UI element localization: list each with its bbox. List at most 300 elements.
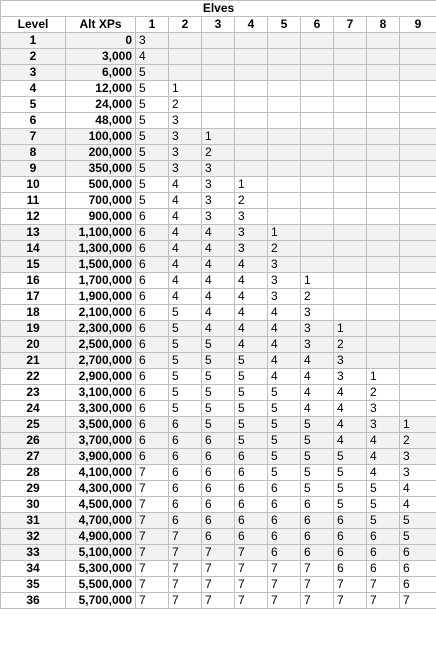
alt-xp-cell[interactable]: 700,000 bbox=[66, 193, 136, 209]
spell-slot-cell[interactable]: 5 bbox=[136, 129, 169, 145]
spell-slot-cell[interactable]: 7 bbox=[301, 577, 334, 593]
spell-slot-cell[interactable] bbox=[301, 177, 334, 193]
spell-slot-cell[interactable]: 7 bbox=[235, 561, 268, 577]
spell-slot-cell[interactable]: 3 bbox=[367, 417, 400, 433]
alt-xp-cell[interactable]: 0 bbox=[66, 33, 136, 49]
spell-slot-cell[interactable] bbox=[334, 129, 367, 145]
spell-slot-cell[interactable]: 3 bbox=[169, 113, 202, 129]
table-title[interactable]: Elves bbox=[1, 1, 436, 17]
spell-slot-cell[interactable]: 6 bbox=[334, 529, 367, 545]
level-cell[interactable]: 23 bbox=[1, 385, 66, 401]
spell-slot-cell[interactable]: 6 bbox=[136, 273, 169, 289]
spell-slot-cell[interactable]: 5 bbox=[301, 417, 334, 433]
spell-slot-cell[interactable]: 5 bbox=[301, 449, 334, 465]
spell-slot-cell[interactable]: 5 bbox=[235, 433, 268, 449]
spell-slot-cell[interactable]: 5 bbox=[169, 305, 202, 321]
spell-slot-cell[interactable]: 6 bbox=[367, 529, 400, 545]
alt-xp-cell[interactable]: 1,300,000 bbox=[66, 241, 136, 257]
spell-slot-cell[interactable]: 4 bbox=[169, 257, 202, 273]
spell-slot-cell[interactable] bbox=[202, 81, 235, 97]
spell-slot-cell[interactable] bbox=[367, 257, 400, 273]
spell-slot-cell[interactable]: 6 bbox=[334, 545, 367, 561]
spell-slot-cell[interactable]: 7 bbox=[301, 561, 334, 577]
alt-xp-cell[interactable]: 4,300,000 bbox=[66, 481, 136, 497]
spell-slot-cell[interactable] bbox=[301, 97, 334, 113]
spell-slot-cell[interactable] bbox=[400, 321, 436, 337]
spell-slot-cell[interactable] bbox=[334, 225, 367, 241]
spell-slot-cell[interactable] bbox=[334, 81, 367, 97]
spell-slot-cell[interactable] bbox=[367, 337, 400, 353]
spell-slot-cell[interactable]: 5 bbox=[235, 417, 268, 433]
spell-slot-cell[interactable] bbox=[400, 289, 436, 305]
spell-slot-cell[interactable] bbox=[169, 49, 202, 65]
alt-xp-cell[interactable]: 5,700,000 bbox=[66, 593, 136, 609]
spell-slot-cell[interactable]: 3 bbox=[400, 465, 436, 481]
spell-slot-cell[interactable]: 6 bbox=[301, 513, 334, 529]
spell-slot-cell[interactable]: 7 bbox=[367, 593, 400, 609]
level-cell[interactable]: 18 bbox=[1, 305, 66, 321]
spell-slot-cell[interactable]: 4 bbox=[268, 369, 301, 385]
spell-slot-cell[interactable]: 4 bbox=[367, 465, 400, 481]
spell-slot-cell[interactable] bbox=[301, 209, 334, 225]
spell-slot-cell[interactable] bbox=[301, 129, 334, 145]
spell-slot-cell[interactable]: 3 bbox=[235, 209, 268, 225]
spell-slot-cell[interactable]: 5 bbox=[202, 417, 235, 433]
spell-slot-cell[interactable]: 7 bbox=[136, 561, 169, 577]
alt-xp-cell[interactable]: 2,500,000 bbox=[66, 337, 136, 353]
spell-slot-cell[interactable]: 6 bbox=[400, 561, 436, 577]
spell-slot-cell[interactable] bbox=[235, 49, 268, 65]
spell-slot-cell[interactable] bbox=[334, 289, 367, 305]
spell-slot-cell[interactable]: 5 bbox=[235, 353, 268, 369]
spell-slot-cell[interactable] bbox=[400, 257, 436, 273]
spell-slot-cell[interactable] bbox=[268, 145, 301, 161]
spell-slot-cell[interactable]: 5 bbox=[169, 369, 202, 385]
spell-slot-cell[interactable]: 6 bbox=[136, 353, 169, 369]
spell-slot-cell[interactable] bbox=[400, 273, 436, 289]
level-cell[interactable]: 20 bbox=[1, 337, 66, 353]
level-cell[interactable]: 15 bbox=[1, 257, 66, 273]
level-cell[interactable]: 24 bbox=[1, 401, 66, 417]
spell-slot-cell[interactable]: 7 bbox=[202, 561, 235, 577]
spell-slot-cell[interactable]: 6 bbox=[235, 497, 268, 513]
header-spell-level-7[interactable]: 7 bbox=[334, 17, 367, 33]
spell-slot-cell[interactable]: 2 bbox=[367, 385, 400, 401]
header-spell-level-4[interactable]: 4 bbox=[235, 17, 268, 33]
spell-slot-cell[interactable] bbox=[367, 353, 400, 369]
spell-slot-cell[interactable]: 6 bbox=[202, 513, 235, 529]
spell-slot-cell[interactable]: 5 bbox=[202, 401, 235, 417]
alt-xp-cell[interactable]: 3,700,000 bbox=[66, 433, 136, 449]
spell-slot-cell[interactable]: 7 bbox=[136, 593, 169, 609]
spell-slot-cell[interactable]: 6 bbox=[169, 433, 202, 449]
spell-slot-cell[interactable]: 7 bbox=[301, 593, 334, 609]
level-cell[interactable]: 3 bbox=[1, 65, 66, 81]
spell-slot-cell[interactable]: 3 bbox=[235, 241, 268, 257]
spell-slot-cell[interactable]: 6 bbox=[202, 497, 235, 513]
spell-slot-cell[interactable]: 4 bbox=[136, 49, 169, 65]
spell-slot-cell[interactable]: 4 bbox=[202, 305, 235, 321]
spell-slot-cell[interactable] bbox=[400, 401, 436, 417]
spell-slot-cell[interactable]: 6 bbox=[136, 433, 169, 449]
alt-xp-cell[interactable]: 4,100,000 bbox=[66, 465, 136, 481]
level-cell[interactable]: 17 bbox=[1, 289, 66, 305]
spell-slot-cell[interactable]: 7 bbox=[334, 593, 367, 609]
spell-slot-cell[interactable] bbox=[235, 81, 268, 97]
spell-slot-cell[interactable] bbox=[301, 65, 334, 81]
spell-slot-cell[interactable] bbox=[400, 113, 436, 129]
spell-slot-cell[interactable]: 5 bbox=[235, 369, 268, 385]
spell-slot-cell[interactable]: 4 bbox=[334, 401, 367, 417]
spell-slot-cell[interactable] bbox=[334, 161, 367, 177]
spell-slot-cell[interactable]: 4 bbox=[202, 241, 235, 257]
spell-slot-cell[interactable]: 5 bbox=[136, 193, 169, 209]
spell-slot-cell[interactable] bbox=[334, 113, 367, 129]
alt-xp-cell[interactable]: 1,900,000 bbox=[66, 289, 136, 305]
spell-slot-cell[interactable]: 1 bbox=[268, 225, 301, 241]
spell-slot-cell[interactable]: 5 bbox=[301, 433, 334, 449]
alt-xp-cell[interactable]: 350,000 bbox=[66, 161, 136, 177]
spell-slot-cell[interactable]: 7 bbox=[136, 513, 169, 529]
spell-slot-cell[interactable]: 3 bbox=[169, 129, 202, 145]
spell-slot-cell[interactable] bbox=[202, 49, 235, 65]
spell-slot-cell[interactable]: 5 bbox=[202, 337, 235, 353]
level-cell[interactable]: 16 bbox=[1, 273, 66, 289]
alt-xp-cell[interactable]: 2,900,000 bbox=[66, 369, 136, 385]
spell-slot-cell[interactable]: 4 bbox=[268, 321, 301, 337]
spell-slot-cell[interactable] bbox=[367, 145, 400, 161]
spell-slot-cell[interactable]: 4 bbox=[334, 417, 367, 433]
spell-slot-cell[interactable] bbox=[301, 241, 334, 257]
spell-slot-cell[interactable] bbox=[367, 289, 400, 305]
alt-xp-cell[interactable]: 6,000 bbox=[66, 65, 136, 81]
spell-slot-cell[interactable] bbox=[301, 161, 334, 177]
spell-slot-cell[interactable] bbox=[367, 129, 400, 145]
alt-xp-cell[interactable]: 1,500,000 bbox=[66, 257, 136, 273]
spell-slot-cell[interactable]: 2 bbox=[235, 193, 268, 209]
spell-slot-cell[interactable] bbox=[400, 65, 436, 81]
spell-slot-cell[interactable]: 5 bbox=[334, 481, 367, 497]
spell-slot-cell[interactable]: 6 bbox=[169, 497, 202, 513]
spell-slot-cell[interactable]: 6 bbox=[136, 321, 169, 337]
spell-slot-cell[interactable] bbox=[367, 241, 400, 257]
spell-slot-cell[interactable]: 4 bbox=[301, 385, 334, 401]
spell-slot-cell[interactable]: 5 bbox=[169, 353, 202, 369]
spell-slot-cell[interactable]: 4 bbox=[400, 481, 436, 497]
spell-slot-cell[interactable]: 1 bbox=[169, 81, 202, 97]
spell-slot-cell[interactable] bbox=[367, 321, 400, 337]
spell-slot-cell[interactable]: 4 bbox=[334, 433, 367, 449]
header-spell-level-9[interactable]: 9 bbox=[400, 17, 436, 33]
alt-xp-cell[interactable]: 5,300,000 bbox=[66, 561, 136, 577]
level-cell[interactable]: 12 bbox=[1, 209, 66, 225]
level-cell[interactable]: 35 bbox=[1, 577, 66, 593]
spell-slot-cell[interactable] bbox=[400, 241, 436, 257]
spell-slot-cell[interactable]: 7 bbox=[169, 545, 202, 561]
spell-slot-cell[interactable]: 4 bbox=[202, 321, 235, 337]
alt-xp-cell[interactable]: 200,000 bbox=[66, 145, 136, 161]
spell-slot-cell[interactable] bbox=[235, 161, 268, 177]
spell-slot-cell[interactable]: 4 bbox=[235, 273, 268, 289]
spell-slot-cell[interactable] bbox=[268, 177, 301, 193]
spell-slot-cell[interactable]: 4 bbox=[202, 289, 235, 305]
spell-slot-cell[interactable]: 6 bbox=[301, 497, 334, 513]
level-cell[interactable]: 8 bbox=[1, 145, 66, 161]
alt-xp-cell[interactable]: 3,000 bbox=[66, 49, 136, 65]
spell-slot-cell[interactable] bbox=[400, 193, 436, 209]
alt-xp-cell[interactable]: 4,700,000 bbox=[66, 513, 136, 529]
spell-slot-cell[interactable]: 3 bbox=[202, 161, 235, 177]
spell-slot-cell[interactable]: 6 bbox=[136, 305, 169, 321]
spell-slot-cell[interactable]: 5 bbox=[136, 81, 169, 97]
spell-slot-cell[interactable]: 4 bbox=[202, 225, 235, 241]
spell-slot-cell[interactable]: 3 bbox=[268, 257, 301, 273]
spell-slot-cell[interactable]: 6 bbox=[136, 369, 169, 385]
spell-slot-cell[interactable]: 5 bbox=[169, 401, 202, 417]
spell-slot-cell[interactable]: 7 bbox=[202, 545, 235, 561]
header-spell-level-8[interactable]: 8 bbox=[367, 17, 400, 33]
level-cell[interactable]: 14 bbox=[1, 241, 66, 257]
spell-slot-cell[interactable]: 6 bbox=[169, 417, 202, 433]
spell-slot-cell[interactable] bbox=[334, 257, 367, 273]
spell-slot-cell[interactable]: 4 bbox=[367, 433, 400, 449]
spell-slot-cell[interactable]: 6 bbox=[136, 289, 169, 305]
spell-slot-cell[interactable]: 6 bbox=[136, 337, 169, 353]
spell-slot-cell[interactable] bbox=[367, 161, 400, 177]
spell-slot-cell[interactable]: 5 bbox=[400, 529, 436, 545]
spell-slot-cell[interactable]: 7 bbox=[235, 577, 268, 593]
spell-slot-cell[interactable]: 6 bbox=[136, 225, 169, 241]
spell-slot-cell[interactable]: 4 bbox=[169, 193, 202, 209]
header-level[interactable]: Level bbox=[1, 17, 66, 33]
spell-slot-cell[interactable]: 6 bbox=[136, 401, 169, 417]
level-cell[interactable]: 2 bbox=[1, 49, 66, 65]
spell-slot-cell[interactable] bbox=[268, 161, 301, 177]
spell-slot-cell[interactable]: 5 bbox=[235, 401, 268, 417]
level-cell[interactable]: 34 bbox=[1, 561, 66, 577]
spell-slot-cell[interactable]: 7 bbox=[136, 577, 169, 593]
alt-xp-cell[interactable]: 24,000 bbox=[66, 97, 136, 113]
spell-slot-cell[interactable]: 5 bbox=[169, 385, 202, 401]
spell-slot-cell[interactable] bbox=[334, 305, 367, 321]
spell-slot-cell[interactable] bbox=[301, 257, 334, 273]
spell-slot-cell[interactable]: 7 bbox=[136, 529, 169, 545]
spell-slot-cell[interactable]: 4 bbox=[169, 241, 202, 257]
spell-slot-cell[interactable]: 1 bbox=[202, 129, 235, 145]
spell-slot-cell[interactable]: 5 bbox=[268, 433, 301, 449]
level-cell[interactable]: 28 bbox=[1, 465, 66, 481]
spell-slot-cell[interactable] bbox=[268, 113, 301, 129]
spell-slot-cell[interactable]: 6 bbox=[202, 529, 235, 545]
spell-slot-cell[interactable]: 4 bbox=[301, 401, 334, 417]
spell-slot-cell[interactable] bbox=[334, 209, 367, 225]
spell-slot-cell[interactable] bbox=[334, 177, 367, 193]
spell-slot-cell[interactable]: 3 bbox=[334, 369, 367, 385]
spell-slot-cell[interactable]: 3 bbox=[334, 353, 367, 369]
spell-slot-cell[interactable]: 3 bbox=[169, 161, 202, 177]
spell-slot-cell[interactable]: 4 bbox=[334, 385, 367, 401]
level-cell[interactable]: 7 bbox=[1, 129, 66, 145]
spell-slot-cell[interactable] bbox=[334, 145, 367, 161]
header-spell-level-5[interactable]: 5 bbox=[268, 17, 301, 33]
header-spell-level-6[interactable]: 6 bbox=[301, 17, 334, 33]
spell-slot-cell[interactable]: 7 bbox=[136, 465, 169, 481]
spell-slot-cell[interactable]: 4 bbox=[235, 305, 268, 321]
spell-slot-cell[interactable] bbox=[268, 129, 301, 145]
spell-slot-cell[interactable]: 4 bbox=[235, 289, 268, 305]
spell-slot-cell[interactable] bbox=[334, 65, 367, 81]
spell-slot-cell[interactable] bbox=[235, 65, 268, 81]
spell-slot-cell[interactable]: 5 bbox=[136, 177, 169, 193]
spell-slot-cell[interactable]: 4 bbox=[235, 257, 268, 273]
spell-slot-cell[interactable] bbox=[400, 49, 436, 65]
spell-slot-cell[interactable] bbox=[268, 193, 301, 209]
spell-slot-cell[interactable]: 4 bbox=[301, 353, 334, 369]
spell-slot-cell[interactable]: 4 bbox=[169, 177, 202, 193]
spell-slot-cell[interactable]: 6 bbox=[301, 545, 334, 561]
spell-slot-cell[interactable]: 4 bbox=[202, 257, 235, 273]
spell-slot-cell[interactable] bbox=[202, 65, 235, 81]
level-cell[interactable]: 27 bbox=[1, 449, 66, 465]
spell-slot-cell[interactable] bbox=[334, 97, 367, 113]
level-cell[interactable]: 6 bbox=[1, 113, 66, 129]
spell-slot-cell[interactable] bbox=[367, 273, 400, 289]
spell-slot-cell[interactable]: 4 bbox=[301, 369, 334, 385]
spell-slot-cell[interactable]: 2 bbox=[301, 289, 334, 305]
spell-slot-cell[interactable] bbox=[334, 273, 367, 289]
spell-slot-cell[interactable]: 3 bbox=[169, 145, 202, 161]
spell-slot-cell[interactable]: 5 bbox=[169, 321, 202, 337]
spell-slot-cell[interactable] bbox=[235, 97, 268, 113]
spell-slot-cell[interactable]: 4 bbox=[268, 337, 301, 353]
spell-slot-cell[interactable] bbox=[400, 353, 436, 369]
alt-xp-cell[interactable]: 1,100,000 bbox=[66, 225, 136, 241]
alt-xp-cell[interactable]: 3,100,000 bbox=[66, 385, 136, 401]
spell-slot-cell[interactable]: 5 bbox=[400, 513, 436, 529]
spell-slot-cell[interactable]: 1 bbox=[367, 369, 400, 385]
spell-slot-cell[interactable] bbox=[268, 49, 301, 65]
alt-xp-cell[interactable]: 3,500,000 bbox=[66, 417, 136, 433]
spell-slot-cell[interactable]: 1 bbox=[334, 321, 367, 337]
spell-slot-cell[interactable]: 6 bbox=[235, 513, 268, 529]
spell-slot-cell[interactable]: 6 bbox=[169, 481, 202, 497]
spell-slot-cell[interactable] bbox=[400, 209, 436, 225]
spell-slot-cell[interactable]: 7 bbox=[169, 577, 202, 593]
spell-slot-cell[interactable]: 5 bbox=[367, 513, 400, 529]
spell-slot-cell[interactable] bbox=[235, 113, 268, 129]
level-cell[interactable]: 26 bbox=[1, 433, 66, 449]
spell-slot-cell[interactable]: 6 bbox=[334, 561, 367, 577]
spell-slot-cell[interactable]: 5 bbox=[334, 465, 367, 481]
level-cell[interactable]: 22 bbox=[1, 369, 66, 385]
spell-slot-cell[interactable] bbox=[301, 33, 334, 49]
spell-slot-cell[interactable]: 4 bbox=[235, 321, 268, 337]
spell-slot-cell[interactable]: 3 bbox=[367, 401, 400, 417]
spell-slot-cell[interactable]: 5 bbox=[334, 497, 367, 513]
spell-slot-cell[interactable]: 5 bbox=[268, 385, 301, 401]
spell-slot-cell[interactable]: 3 bbox=[202, 209, 235, 225]
spell-slot-cell[interactable]: 5 bbox=[202, 385, 235, 401]
header-spell-level-2[interactable]: 2 bbox=[169, 17, 202, 33]
alt-xp-cell[interactable]: 1,700,000 bbox=[66, 273, 136, 289]
spell-slot-cell[interactable]: 6 bbox=[400, 545, 436, 561]
spell-slot-cell[interactable]: 5 bbox=[268, 401, 301, 417]
level-cell[interactable]: 25 bbox=[1, 417, 66, 433]
level-cell[interactable]: 32 bbox=[1, 529, 66, 545]
spell-slot-cell[interactable]: 5 bbox=[235, 385, 268, 401]
spell-slot-cell[interactable]: 6 bbox=[367, 545, 400, 561]
spell-slot-cell[interactable]: 6 bbox=[169, 465, 202, 481]
spell-slot-cell[interactable]: 4 bbox=[268, 305, 301, 321]
spell-slot-cell[interactable]: 5 bbox=[136, 65, 169, 81]
spell-slot-cell[interactable]: 6 bbox=[202, 481, 235, 497]
spell-slot-cell[interactable]: 3 bbox=[136, 33, 169, 49]
alt-xp-cell[interactable]: 5,500,000 bbox=[66, 577, 136, 593]
spell-slot-cell[interactable]: 7 bbox=[202, 593, 235, 609]
spell-slot-cell[interactable]: 7 bbox=[268, 593, 301, 609]
spell-slot-cell[interactable]: 6 bbox=[235, 465, 268, 481]
spell-slot-cell[interactable] bbox=[235, 129, 268, 145]
spell-slot-cell[interactable]: 2 bbox=[334, 337, 367, 353]
spell-slot-cell[interactable] bbox=[367, 225, 400, 241]
level-cell[interactable]: 11 bbox=[1, 193, 66, 209]
spell-slot-cell[interactable]: 7 bbox=[334, 577, 367, 593]
spell-slot-cell[interactable] bbox=[400, 369, 436, 385]
spell-slot-cell[interactable]: 6 bbox=[268, 545, 301, 561]
spell-slot-cell[interactable] bbox=[400, 177, 436, 193]
spell-slot-cell[interactable] bbox=[400, 81, 436, 97]
spell-slot-cell[interactable] bbox=[334, 33, 367, 49]
spell-slot-cell[interactable]: 5 bbox=[268, 417, 301, 433]
spell-slot-cell[interactable] bbox=[202, 97, 235, 113]
header-spell-level-1[interactable]: 1 bbox=[136, 17, 169, 33]
alt-xp-cell[interactable]: 48,000 bbox=[66, 113, 136, 129]
alt-xp-cell[interactable]: 100,000 bbox=[66, 129, 136, 145]
spell-slot-cell[interactable]: 5 bbox=[169, 337, 202, 353]
alt-xp-cell[interactable]: 2,300,000 bbox=[66, 321, 136, 337]
spell-slot-cell[interactable] bbox=[235, 33, 268, 49]
spell-slot-cell[interactable] bbox=[301, 113, 334, 129]
spell-slot-cell[interactable] bbox=[268, 33, 301, 49]
spell-slot-cell[interactable]: 6 bbox=[235, 481, 268, 497]
alt-xp-cell[interactable]: 3,300,000 bbox=[66, 401, 136, 417]
spell-slot-cell[interactable]: 4 bbox=[268, 353, 301, 369]
spell-slot-cell[interactable]: 6 bbox=[136, 385, 169, 401]
spell-slot-cell[interactable]: 6 bbox=[202, 449, 235, 465]
spell-slot-cell[interactable]: 1 bbox=[301, 273, 334, 289]
spell-slot-cell[interactable] bbox=[400, 337, 436, 353]
alt-xp-cell[interactable]: 2,700,000 bbox=[66, 353, 136, 369]
spell-slot-cell[interactable]: 6 bbox=[235, 529, 268, 545]
spell-slot-cell[interactable]: 6 bbox=[334, 513, 367, 529]
spell-slot-cell[interactable]: 4 bbox=[367, 449, 400, 465]
header-alt-xp[interactable]: Alt XPs bbox=[66, 17, 136, 33]
spell-slot-cell[interactable] bbox=[367, 113, 400, 129]
spell-slot-cell[interactable]: 7 bbox=[367, 577, 400, 593]
spell-slot-cell[interactable] bbox=[367, 177, 400, 193]
spell-slot-cell[interactable] bbox=[268, 97, 301, 113]
level-cell[interactable]: 13 bbox=[1, 225, 66, 241]
level-cell[interactable]: 10 bbox=[1, 177, 66, 193]
spell-slot-cell[interactable]: 5 bbox=[301, 481, 334, 497]
spell-slot-cell[interactable]: 6 bbox=[400, 577, 436, 593]
spell-slot-cell[interactable]: 2 bbox=[400, 433, 436, 449]
level-cell[interactable]: 31 bbox=[1, 513, 66, 529]
spell-slot-cell[interactable]: 6 bbox=[136, 209, 169, 225]
spell-slot-cell[interactable]: 5 bbox=[202, 369, 235, 385]
spell-slot-cell[interactable]: 5 bbox=[136, 161, 169, 177]
spell-slot-cell[interactable]: 4 bbox=[169, 289, 202, 305]
